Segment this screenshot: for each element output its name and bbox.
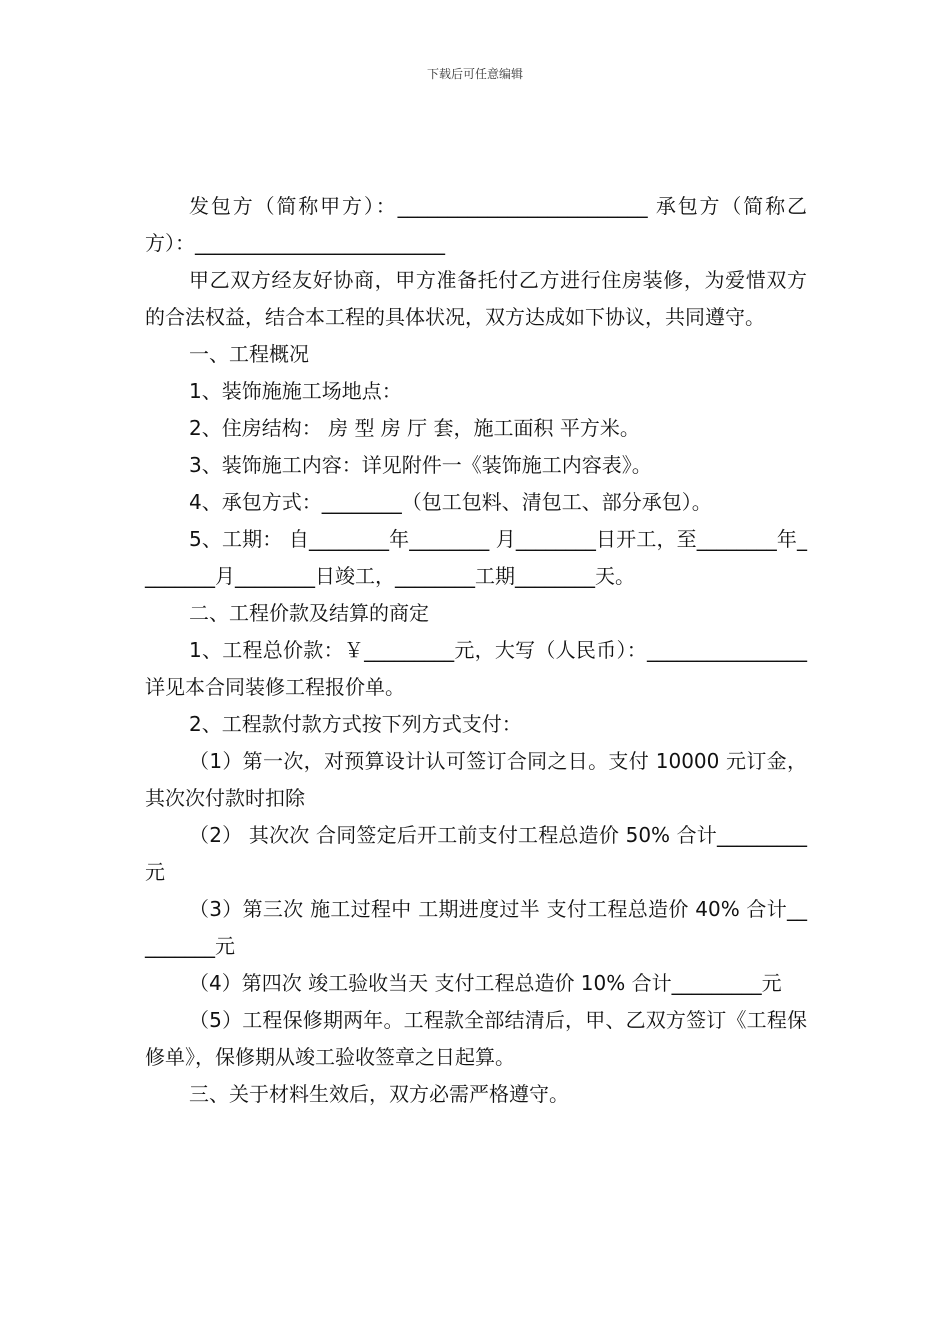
section-heading-materials: 三、关于材料生效后，双方必需严格遵守。 <box>189 1082 569 1106</box>
intro-paragraph: 甲乙双方经友好协商，甲方准备托付乙方进行住房装修，为爱惜双方的合法权益，结合本工程的具体状况，双方达成如下协议，共同遵守。 <box>145 268 807 329</box>
section-heading-overview: 一、工程概况 <box>189 342 309 366</box>
clause-content: 3、装饰施工内容：详见附件一《装饰施工内容表》。 <box>189 453 652 477</box>
section-heading-price: 二、工程价款及结算的商定 <box>189 601 429 625</box>
clause-schedule: 5、工期： 自________年________ 月________日开工，至________年________月________日竣工，________工期________天。 <box>145 527 807 588</box>
payment-first: （1）第一次，对预算设计认可签订合同之日。支付 10000 元订金，其次次付款时扣除 <box>145 749 807 810</box>
clause-payment-method: 2、工程款付款方式按下列方式支付： <box>189 712 522 736</box>
clause-site: 1、装饰施施工场地点： <box>189 379 402 403</box>
payment-second: （2） 其次次 合同签定后开工前支付工程总造价 50% 合计_________元 <box>145 823 807 884</box>
warranty-clause: （5）工程保修期两年。工程款全部结清后，甲、乙双方签订《工程保修单》，保修期从竣工验收签章之日起算。 <box>145 1008 807 1069</box>
parties-paragraph: 发包方（简称甲方）：_________________________ 承包方（简称乙方）：_________________________ <box>145 194 807 255</box>
clause-contract-mode: 4、承包方式：________（包工包料、清包工、部分承包）。 <box>189 490 712 514</box>
clause-total-price: 1、工程总价款：￥_________元，大写（人民币）：________________详见本合同装修工程报价单。 <box>145 638 807 699</box>
page-header-note: 下载后可任意编辑 <box>426 67 523 81</box>
payment-third: （3）第三次 施工过程中 工期进度过半 支付工程总造价 40% 合计_________元 <box>145 897 807 958</box>
contract-body <box>145 188 807 1113</box>
payment-fourth: （4）第四次 竣工验收当天 支付工程总造价 10% 合计_________元 <box>189 971 782 995</box>
clause-structure: 2、住房结构： 房 型 房 厅 套，施工面积 平方米。 <box>189 416 640 440</box>
